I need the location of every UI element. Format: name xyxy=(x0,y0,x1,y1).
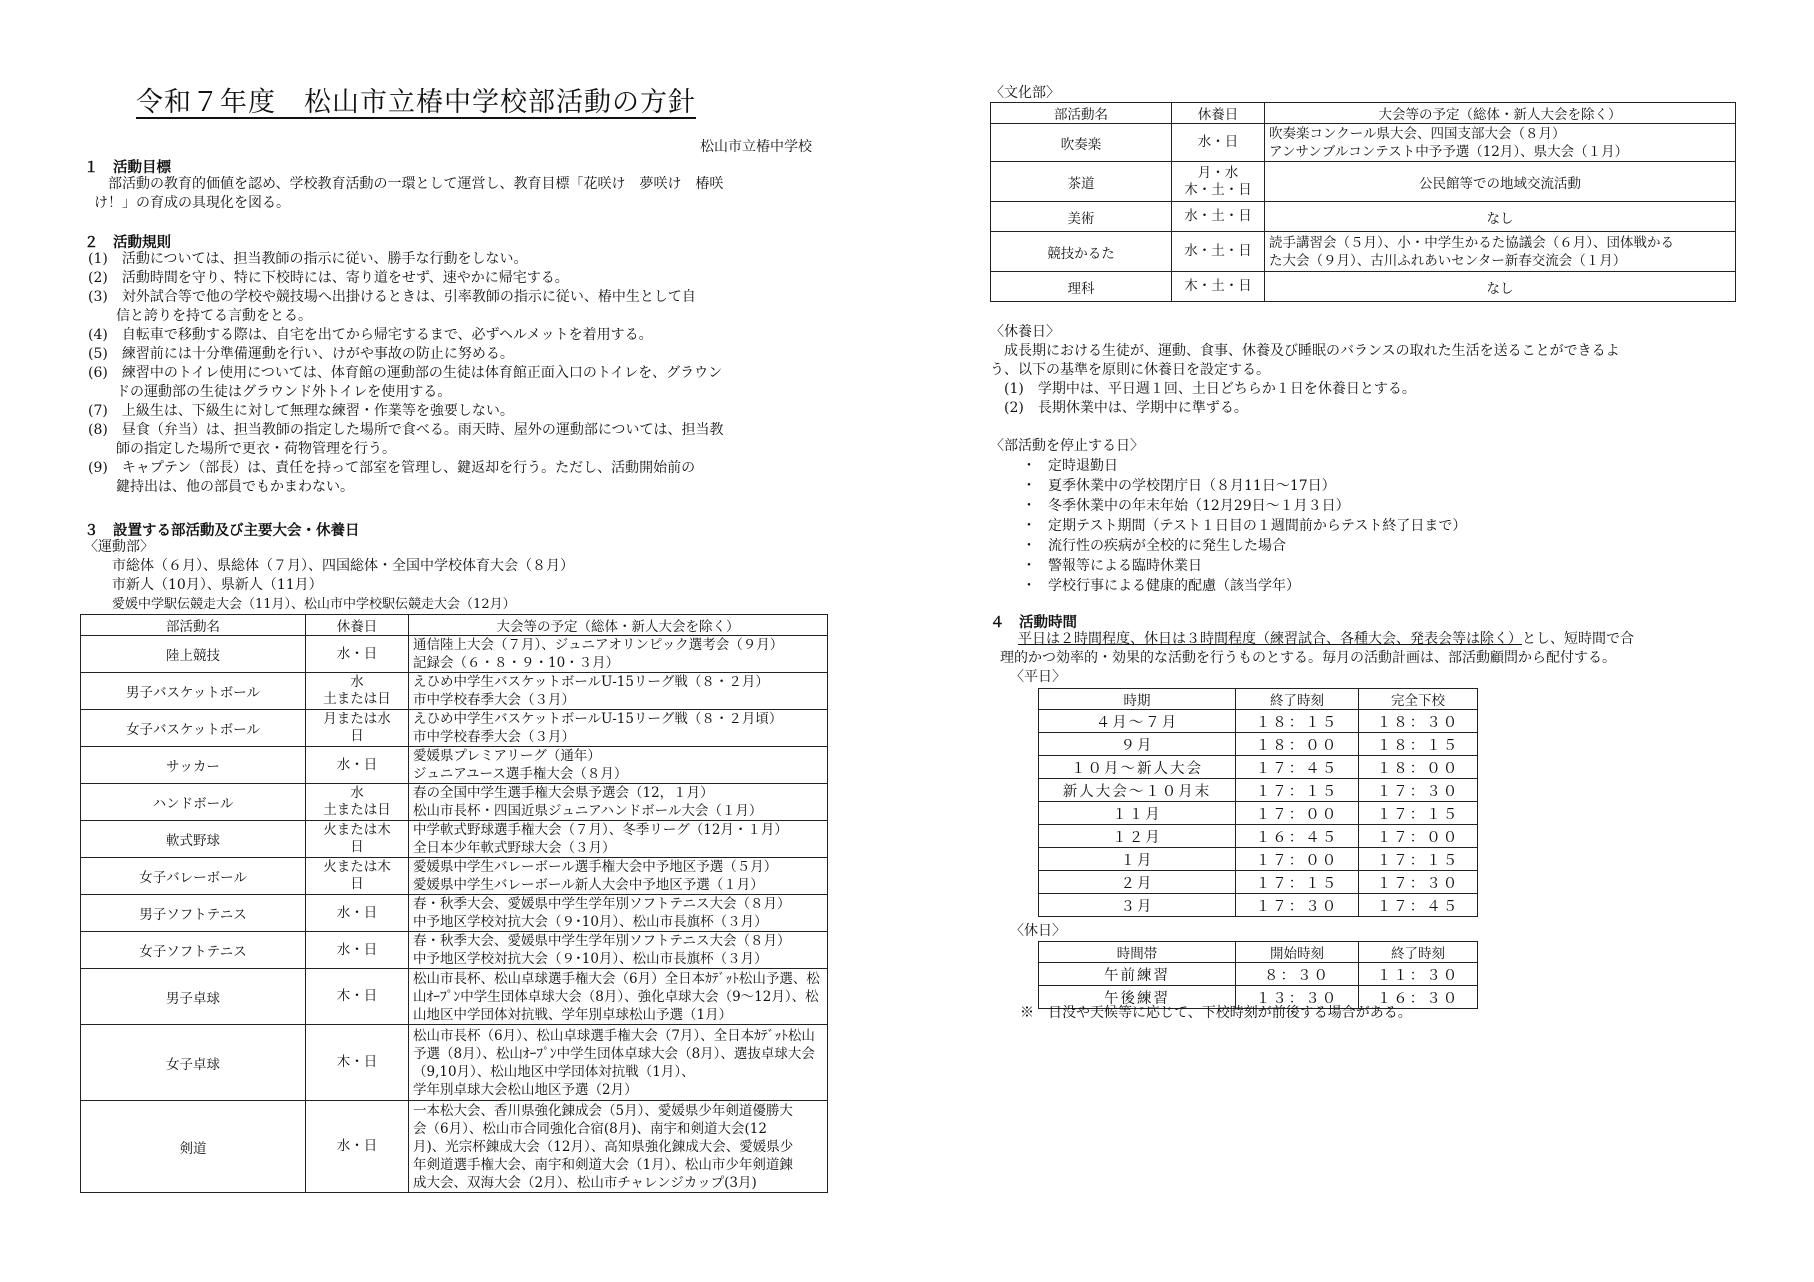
section-3-heading: ３ 設置する部活動及び主要大会・休養日 xyxy=(84,522,360,539)
cell-line: （9,10月）、松山地区中学団体対抗戦（1月）、 xyxy=(413,1063,695,1080)
table-row xyxy=(1039,894,1478,917)
cell-line: 月・水 xyxy=(1197,164,1239,181)
table-cell xyxy=(409,858,828,895)
table-cell xyxy=(1172,202,1265,232)
table-row xyxy=(81,1101,828,1193)
table-row xyxy=(1039,779,1478,802)
cell-line: 水・日 xyxy=(336,645,378,662)
cell-line: 土または日 xyxy=(323,691,391,707)
cell-line: 山ｵｰﾌﾟﾝ中学生団体卓球大会（8月）、強化卓球大会（9～12月）、松 xyxy=(413,988,819,1005)
table-cell xyxy=(409,895,828,932)
table-cell: １７：００ xyxy=(1236,802,1359,825)
table-row xyxy=(81,895,828,932)
table-cell: １８：３０ xyxy=(1359,710,1478,733)
cell-line: 日 xyxy=(350,876,364,892)
club-name: 女子ソフトテニス xyxy=(81,932,306,969)
list-item: ・ 学校行事による健康的配慮（該当学年） xyxy=(1022,576,1466,596)
club-name: 男子ソフトテニス xyxy=(81,895,306,932)
section-2-heading: ２ 活動規則 xyxy=(84,234,171,251)
table-cell xyxy=(409,969,828,1025)
culture-subheading: 〈文化部〉 xyxy=(990,85,1060,101)
table-cell xyxy=(1265,124,1736,162)
table-cell: １６：４５ xyxy=(1236,825,1359,848)
culture-table xyxy=(990,102,1736,302)
cell-line: 木・日 xyxy=(336,988,378,1004)
table-row xyxy=(1039,963,1478,986)
table-cell: １７：４５ xyxy=(1359,894,1478,917)
table-cell xyxy=(409,784,828,821)
table-row xyxy=(81,932,828,969)
table-cell: １７：１５ xyxy=(1236,779,1359,802)
table-cell: １８：１５ xyxy=(1359,733,1478,756)
rules-list xyxy=(88,250,724,497)
table-cell xyxy=(306,821,409,858)
cell-line: 水 xyxy=(350,674,364,690)
culture-header-name: 部活動名 xyxy=(991,103,1172,124)
cell-line: 水・日 xyxy=(336,941,378,958)
table-cell xyxy=(1172,124,1265,162)
club-name: サッカー xyxy=(81,747,306,784)
table-row xyxy=(1039,756,1478,779)
table-cell: １８：００ xyxy=(1359,756,1478,779)
table-cell: 午前練習 xyxy=(1039,963,1236,986)
table-cell xyxy=(306,673,409,710)
cell-line: 一本松大会、香川県強化錬成会（5月）、愛媛県少年剣道優勝大 xyxy=(413,1102,793,1119)
sports-table xyxy=(80,614,828,1193)
cell-line: 月)、光宗杯錬成大会（12月）、高知県強化錬成大会、愛媛県少 xyxy=(413,1138,794,1155)
table-cell: ３月 xyxy=(1039,894,1236,917)
table-cell xyxy=(306,710,409,747)
cell-line: 愛媛県プレミアリーグ（通年） xyxy=(413,748,601,764)
cell-line: えひめ中学生バスケットボールU-15リーグ戦（８・２月頃） xyxy=(413,711,783,727)
list-item: ・ 定期テスト期間（テスト１日目の１週間前からテスト終了日まで） xyxy=(1022,516,1466,536)
table-row xyxy=(1039,871,1478,894)
table-cell: １７：００ xyxy=(1236,848,1359,871)
table-cell: １２月 xyxy=(1039,825,1236,848)
club-name: 軟式野球 xyxy=(81,821,306,858)
rule-line: (6) 練習中のトイレ使用については、体育館の運動部の生徒は体育館正面入口のトイレを、グラウン xyxy=(88,365,723,381)
table-row xyxy=(991,162,1736,202)
cell-line: 春・秋季大会、愛媛県中学生学年別ソフトテニス大会（８月） xyxy=(413,896,791,912)
weekday-header-end: 終了時刻 xyxy=(1236,689,1359,710)
table-cell: １７：１５ xyxy=(1236,871,1359,894)
rule-line: ドの運動部の生徒はグラウンド外トイレを使用する。 xyxy=(88,384,452,400)
table-cell: １７：１５ xyxy=(1359,802,1478,825)
cell-line: アンサンブルコンテスト中予予選（12月）、県大会（１月） xyxy=(1269,143,1629,160)
section-1-line-2: け！」の育成の具現化を図る。 xyxy=(94,195,290,211)
cell-line: 愛媛県中学生バレーボール選手権大会中予地区予選（５月） xyxy=(413,859,778,875)
club-name: 陸上競技 xyxy=(81,636,306,673)
sports-header-events: 大会等の予定（総体・新人大会を除く） xyxy=(409,615,828,636)
activity-time-line-2: 理的かつ効率的・効果的な活動を行うものとする。毎月の活動計画は、部活動顧問から配付する。 xyxy=(1000,650,1616,666)
cell-line: 水・土・日 xyxy=(1184,243,1252,259)
table-cell xyxy=(306,858,409,895)
table-row xyxy=(1039,710,1478,733)
table-cell: 新人大会～１０月末 xyxy=(1039,779,1236,802)
school-name: 松山市立椿中学校 xyxy=(700,139,812,155)
table-cell xyxy=(306,784,409,821)
cell-line: 春の全国中学生選手権大会県予選会（12，１月） xyxy=(413,785,714,801)
cell-line: なし xyxy=(1486,280,1514,297)
table-cell xyxy=(409,636,828,673)
holiday-header-end: 終了時刻 xyxy=(1359,942,1478,963)
table-row xyxy=(1039,848,1478,871)
cell-line: 水 xyxy=(350,785,364,801)
table-row xyxy=(991,272,1736,302)
table-row xyxy=(1039,733,1478,756)
cell-line: 火または木 xyxy=(323,859,391,875)
rule-line: 信と誇りを持てる言動をとる。 xyxy=(88,308,312,324)
table-cell: １８：００ xyxy=(1236,733,1359,756)
cell-line: 予選（8月）、松山ｵｰﾌﾟﾝ中学生団体卓球大会（8月）、選抜卓球大会 xyxy=(413,1045,815,1062)
rule-line: (8) 昼食（弁当）は、担当教師の指定した場所で食べる。雨天時、屋外の運動部については、担当教 xyxy=(88,422,724,438)
table-row xyxy=(81,969,828,1025)
list-item: ・ 定時退勤日 xyxy=(1022,456,1466,476)
section-4-heading: ４ 活動時間 xyxy=(990,614,1077,631)
rest-subheading: 〈休養日〉 xyxy=(990,324,1060,340)
cell-line: 記録会（６・８・９・10・３月） xyxy=(413,655,620,671)
rest-line-4: (2) 長期休業中は、学期中に準ずる。 xyxy=(990,400,1248,416)
cell-line: 吹奏楽コンクール県大会、四国支部大会（８月） xyxy=(1269,125,1566,142)
cell-line: 火または木 xyxy=(323,822,391,838)
cell-line: 中予地区学校対抗大会（９･10月）、松山市長旗杯（３月） xyxy=(413,914,768,930)
activity-time-rest: とし、短時間で合 xyxy=(1522,631,1634,647)
stop-subheading: 〈部活動を停止する日〉 xyxy=(990,438,1144,454)
table-cell: ８：３０ xyxy=(1236,963,1359,986)
table-cell: １７：３０ xyxy=(1359,871,1478,894)
table-cell xyxy=(409,710,828,747)
rule-line: (7) 上級生は、下級生に対して無理な練習・作業等を強要しない。 xyxy=(88,403,514,419)
cell-line: 山地区中学団体対抗戦、学年別卓球松山予選（1月） xyxy=(413,1006,733,1023)
cell-line: 木・土・日 xyxy=(1184,181,1252,198)
table-row xyxy=(81,784,828,821)
cell-line: 通信陸上大会（７月）、ジュニアオリンピック選考会（９月） xyxy=(413,637,784,653)
rule-line: 師の指定した場所で更衣・荷物管理を行う。 xyxy=(88,441,396,457)
table-cell: ２月 xyxy=(1039,871,1236,894)
cell-line: 日 xyxy=(350,839,364,855)
cell-line: 春・秋季大会、愛媛県中学生学年別ソフトテニス大会（８月） xyxy=(413,933,791,949)
cell-line: 中予地区学校対抗大会（９･10月）、松山市長旗杯（３月） xyxy=(413,951,768,967)
cell-line: 学年別卓球大会松山地区予選（2月） xyxy=(413,1081,638,1098)
rest-line-2: う、以下の基準を原則に休養日を設定する。 xyxy=(990,362,1270,378)
cell-line: 会（6月）、松山市合同強化合宿(8月)、南宇和剣道大会(12 xyxy=(413,1120,767,1137)
cell-line: 全日本少年軟式野球大会（３月） xyxy=(413,840,616,856)
table-cell xyxy=(409,932,828,969)
table-cell: １１：３０ xyxy=(1359,963,1478,986)
table-cell xyxy=(306,636,409,673)
table-cell: １３：３０ xyxy=(1236,986,1359,1009)
table-row xyxy=(81,1025,828,1101)
club-name: 女子卓球 xyxy=(81,1025,306,1101)
holiday-schedule-table xyxy=(1038,941,1478,1009)
table-cell xyxy=(1172,162,1265,202)
sports-header-name: 部活動名 xyxy=(81,615,306,636)
rule-line: (4) 自転車で移動する際は、自宅を出てから帰宅するまで、必ずヘルメットを着用する。 xyxy=(88,327,653,343)
weekday-header-leave: 完全下校 xyxy=(1359,689,1478,710)
list-item: ・ 夏季休業中の学校閉庁日（８月11日～17日） xyxy=(1022,476,1466,496)
cell-line: 木・土・日 xyxy=(1184,278,1252,294)
table-row xyxy=(81,710,828,747)
club-name: 女子バレーボール xyxy=(81,858,306,895)
table-cell xyxy=(1265,232,1736,272)
culture-header-rest: 休養日 xyxy=(1172,103,1265,124)
list-item: ・ 警報等による臨時休業日 xyxy=(1022,556,1466,576)
rule-line: (1) 活動については、担当教師の指示に従い、勝手な行動をしない。 xyxy=(88,251,528,267)
cell-line: 木・日 xyxy=(336,1054,378,1070)
list-item: ・ 冬季休業中の年末年始（12月29日～１月３日） xyxy=(1022,496,1466,516)
cell-line: 中学軟式野球選手権大会（７月）、冬季リーグ（12月・１月） xyxy=(413,822,788,838)
table-cell xyxy=(1265,162,1736,202)
table-row xyxy=(991,124,1736,162)
holiday-label: 〈休日〉 xyxy=(1010,923,1066,939)
list-item: ・ 流行性の疾病が全校的に発生した場合 xyxy=(1022,536,1466,556)
table-cell: １０月～新人大会 xyxy=(1039,756,1236,779)
holiday-header-start: 開始時刻 xyxy=(1236,942,1359,963)
rest-line-3: (1) 学期中は、平日週１回、土日どちらか１日を休養日とする。 xyxy=(990,381,1416,397)
table-cell xyxy=(306,1101,409,1193)
table-cell xyxy=(1172,232,1265,272)
rule-line: 鍵持出は、他の部員でもかまわない。 xyxy=(88,479,354,495)
cell-line: 水・日 xyxy=(336,1138,378,1154)
table-cell xyxy=(306,969,409,1025)
cell-line: 水・日 xyxy=(336,756,378,773)
club-name: 男子バスケットボール xyxy=(81,673,306,710)
table-cell xyxy=(409,747,828,784)
table-cell xyxy=(409,1025,828,1101)
table-cell: ９月 xyxy=(1039,733,1236,756)
culture-header-events: 大会等の予定（総体・新人大会を除く） xyxy=(1265,103,1736,124)
cell-line: 松山市長杯・四国近県ジュニアハンドボール大会（１月） xyxy=(413,803,763,819)
table-cell xyxy=(409,1101,828,1193)
weekday-label: 〈平日〉 xyxy=(1010,669,1066,685)
holiday-header-slot: 時間帯 xyxy=(1039,942,1236,963)
weekday-schedule-table xyxy=(1038,688,1478,917)
section-1-line-1: 部活動の教育的価値を認め、学校教育活動の一環として運営し、教育目標「花咲け 夢咲け 椿咲 xyxy=(108,176,724,192)
cell-line: 松山市長杯（6月）、松山卓球選手権大会（7月）、全日本ｶﾃﾞｯﾄ松山 xyxy=(413,1027,815,1044)
cell-line: 市中学校春季大会（３月） xyxy=(413,729,575,745)
note: ※ 日没や天候等に応じて、下校時刻が前後する場合がある。 xyxy=(1020,1005,1412,1021)
sports-events-line-3: 愛媛中学駅伝競走大会（11月）、松山市中学校駅伝競走大会（12月） xyxy=(112,597,516,612)
table-cell: １月 xyxy=(1039,848,1236,871)
sports-events-line-2: 市新人（10月）、県新人（11月） xyxy=(112,577,323,593)
club-name: 競技かるた xyxy=(991,232,1172,272)
cell-line: 水・土・日 xyxy=(1184,208,1252,224)
club-name: 美術 xyxy=(991,202,1172,232)
table-cell: １８：１５ xyxy=(1236,710,1359,733)
cell-line: 成大会、双海大会（2月）、松山市チャレンジカップ(3月) xyxy=(413,1174,757,1191)
table-cell: １７：３０ xyxy=(1236,894,1359,917)
cell-line: 土または日 xyxy=(323,802,391,818)
club-name: 理科 xyxy=(991,272,1172,302)
club-name: ハンドボール xyxy=(81,784,306,821)
table-cell xyxy=(306,1025,409,1101)
sports-events-line-1: 市総体（６月）、県総体（７月）、四国総体・全国中学校体育大会（８月） xyxy=(112,558,574,574)
club-name: 茶道 xyxy=(991,162,1172,202)
table-cell xyxy=(409,821,828,858)
sports-subheading: 〈運動部〉 xyxy=(84,539,154,555)
table-cell xyxy=(306,747,409,784)
table-cell: １７：４５ xyxy=(1236,756,1359,779)
section-1-heading: １ 活動目標 xyxy=(84,159,171,176)
table-cell: ４月～７月 xyxy=(1039,710,1236,733)
table-cell: １７：３０ xyxy=(1359,779,1478,802)
table-cell xyxy=(306,932,409,969)
activity-time-underlined: 平日は２時間程度、休日は３時間程度（練習試合、各種大会、発表会等は除く） xyxy=(1018,631,1522,647)
cell-line: えひめ中学生バスケットボールU-15リーグ戦（８・２月） xyxy=(413,674,769,690)
cell-line: 水・日 xyxy=(336,904,378,921)
rule-line: (9) キャプテン（部長）は、責任を持って部室を管理し、鍵返却を行う。ただし、活動開始前の xyxy=(88,460,696,476)
table-cell: 午後練習 xyxy=(1039,986,1236,1009)
table-row xyxy=(81,858,828,895)
cell-line: 水・日 xyxy=(1197,134,1239,150)
cell-line: 公民館等での地域交流活動 xyxy=(1419,175,1581,192)
cell-line: 日 xyxy=(350,728,364,744)
cell-line: 愛媛県中学生バレーボール新人大会中予地区予選（１月） xyxy=(413,877,764,893)
cell-line: 松山市長杯、松山卓球選手権大会（6月）全日本ｶﾃﾞｯﾄ松山予選、松 xyxy=(413,970,820,987)
rule-line: (3) 対外試合等で他の学校や競技場へ出掛けるときは、引率教師の指示に従い、椿中生として自 xyxy=(88,289,696,305)
table-row xyxy=(81,636,828,673)
table-row xyxy=(991,232,1736,272)
cell-line: なし xyxy=(1486,210,1514,227)
club-name: 男子卓球 xyxy=(81,969,306,1025)
cell-line: た大会（９月）、古川ふれあいセンター新春交流会（１月） xyxy=(1269,252,1627,269)
table-cell xyxy=(1265,202,1736,232)
club-name: 吹奏楽 xyxy=(991,124,1172,162)
club-name: 剣道 xyxy=(81,1101,306,1193)
table-cell xyxy=(1172,272,1265,302)
rule-line: (2) 活動時間を守り、特に下校時には、寄り道をせず、速やかに帰宅する。 xyxy=(88,270,569,286)
table-cell: １７：１５ xyxy=(1359,848,1478,871)
table-cell xyxy=(409,673,828,710)
cell-line: 読手講習会（５月）、小・中学生かるた協議会（６月）、団体戦かる xyxy=(1269,234,1674,251)
table-row xyxy=(1039,825,1478,848)
rule-line: (5) 練習前には十分準備運動を行い、けがや事故の防止に努める。 xyxy=(88,346,514,362)
cell-line: ジュニアユース選手権大会（８月） xyxy=(413,766,628,782)
cell-line: 年剣道選手権大会、南宇和剣道大会（1月）、松山市少年剣道錬 xyxy=(413,1156,793,1173)
weekday-header-period: 時期 xyxy=(1039,689,1236,710)
activity-time-line-1 xyxy=(1018,630,1634,649)
sports-header-rest: 休養日 xyxy=(306,615,409,636)
table-row xyxy=(1039,802,1478,825)
table-cell: １１月 xyxy=(1039,802,1236,825)
table-row xyxy=(991,202,1736,232)
table-row xyxy=(81,747,828,784)
page-title: 令和７年度 松山市立椿中学校部活動の方針 xyxy=(136,87,696,118)
cell-line: 月または水 xyxy=(323,711,391,727)
table-row xyxy=(81,673,828,710)
table-cell: １７：００ xyxy=(1359,825,1478,848)
club-name: 女子バスケットボール xyxy=(81,710,306,747)
table-cell xyxy=(1265,272,1736,302)
table-cell: １６：３０ xyxy=(1359,986,1478,1009)
cell-line: 市中学校春季大会（３月） xyxy=(413,692,575,708)
stop-list xyxy=(1022,456,1466,596)
table-row xyxy=(81,821,828,858)
rest-line-1: 成長期における生徒が、運動、食事、休養及び睡眠のバランスの取れた生活を送ることができるよ xyxy=(990,343,1620,359)
table-cell xyxy=(306,895,409,932)
